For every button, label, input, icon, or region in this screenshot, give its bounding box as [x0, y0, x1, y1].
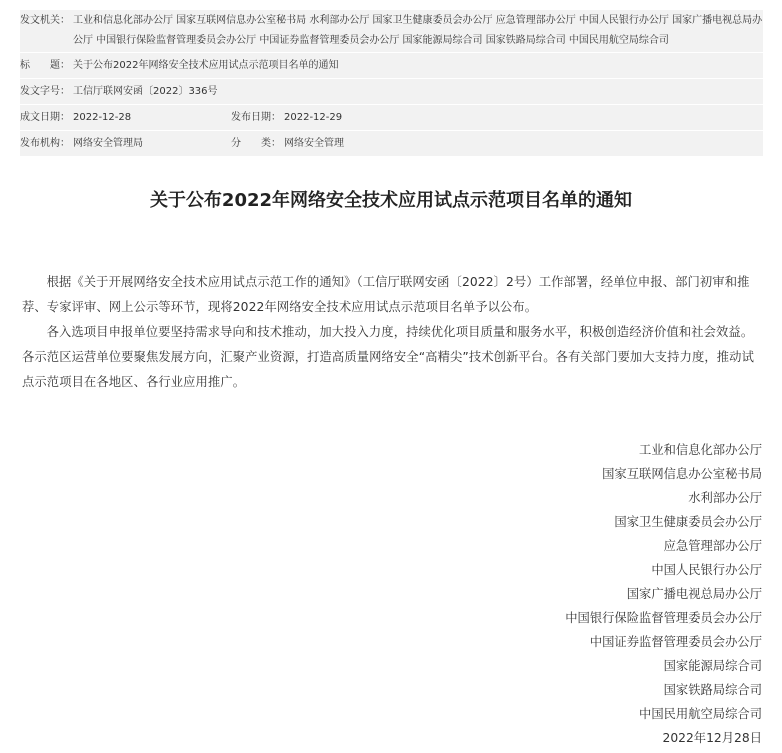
signature-org: 工业和信息化部办公厅 — [639, 443, 762, 457]
title-value: 关于公布2022年网络安全技术应用试点示范项目名单的通知 — [73, 60, 339, 71]
signature-org: 水利部办公厅 — [688, 491, 762, 505]
signature-org: 中国人民银行办公厅 — [651, 563, 762, 577]
published-date-cell — [231, 110, 631, 125]
published-date-label: 发布日期： — [231, 112, 281, 123]
issuer-value: 工业和信息化部办公厅 国家互联网信息办公室秘书局 水利部办公厅 国家卫生健康委员会办公厅 应急管理部办公厅 中国人民银行办公厅 国家广播电视总局办公厅 中国银行保险监督管理委员会办公厅 中国证券监督管理委员会办公厅 国家能源局综合司 国家铁路局综合司 中国民用航空局综合司 — [73, 15, 763, 46]
document-title: 关于公布2022年网络安全技术应用试点示范项目名单的通知 — [149, 190, 633, 211]
docno-label: 发文字号： — [20, 86, 70, 97]
signature-org: 国家互联网信息办公室秘书局 — [602, 467, 762, 481]
signature-org: 中国证券监督管理委员会办公厅 — [589, 635, 762, 649]
docno-value: 工信厅联网安函〔2022〕336号 — [73, 86, 218, 97]
document-metadata-table — [20, 10, 763, 157]
signature-date: 2022年12月28日 — [662, 731, 762, 745]
written-date-label: 成文日期： — [20, 112, 70, 123]
category-value: 网络安全管理 — [284, 138, 344, 149]
dates-row — [20, 105, 763, 131]
signature-org: 应急管理部办公厅 — [663, 539, 762, 553]
body-paragraph-1: 根据《关于开展网络安全技术应用试点示范工作的通知》（工信厅联网安函〔2022〕2号）工作部署，经单位申报、部门初审和推荐、专家评审、网上公示等环节，现将2022年网络安全技术应用试点示范项目名单予以公布。 — [22, 275, 750, 314]
agency-label: 发布机构： — [20, 138, 70, 149]
signature-org: 中国银行保险监督管理委员会办公厅 — [565, 611, 762, 625]
category-label: 分 类： — [231, 138, 281, 149]
signature-org: 国家铁路局综合司 — [663, 683, 762, 697]
signature-org: 国家卫生健康委员会办公厅 — [614, 515, 762, 529]
docno-row — [20, 79, 763, 105]
agency-value: 网络安全管理局 — [73, 138, 143, 149]
signature-block — [565, 438, 762, 750]
issuer-row — [20, 10, 763, 53]
agency-cell — [20, 136, 231, 151]
signature-org: 国家广播电视总局办公厅 — [626, 587, 762, 601]
category-cell — [231, 136, 631, 151]
title-label: 标 题： — [20, 60, 70, 71]
written-date-cell — [20, 110, 231, 125]
body-paragraph-2: 各入选项目申报单位要坚持需求导向和技术推动，加大投入力度，持续优化项目质量和服务水平，积极创造经济价值和社会效益。各示范区运营单位要聚焦发展方向，汇聚产业资源，打造高质量网络安全“高精尖”技术创新平台。各有关部门要加大支持力度，推动试点示范项目在各地区、各行业应用推广。 — [22, 325, 754, 389]
title-row — [20, 53, 763, 79]
issuer-label: 发文机关： — [20, 15, 70, 26]
signature-org: 中国民用航空局综合司 — [639, 707, 762, 721]
agency-row — [20, 131, 763, 157]
signature-org: 国家能源局综合司 — [663, 659, 762, 673]
written-date-value: 2022-12-28 — [73, 112, 132, 123]
document-body — [22, 270, 764, 395]
published-date-value: 2022-12-29 — [284, 112, 343, 123]
